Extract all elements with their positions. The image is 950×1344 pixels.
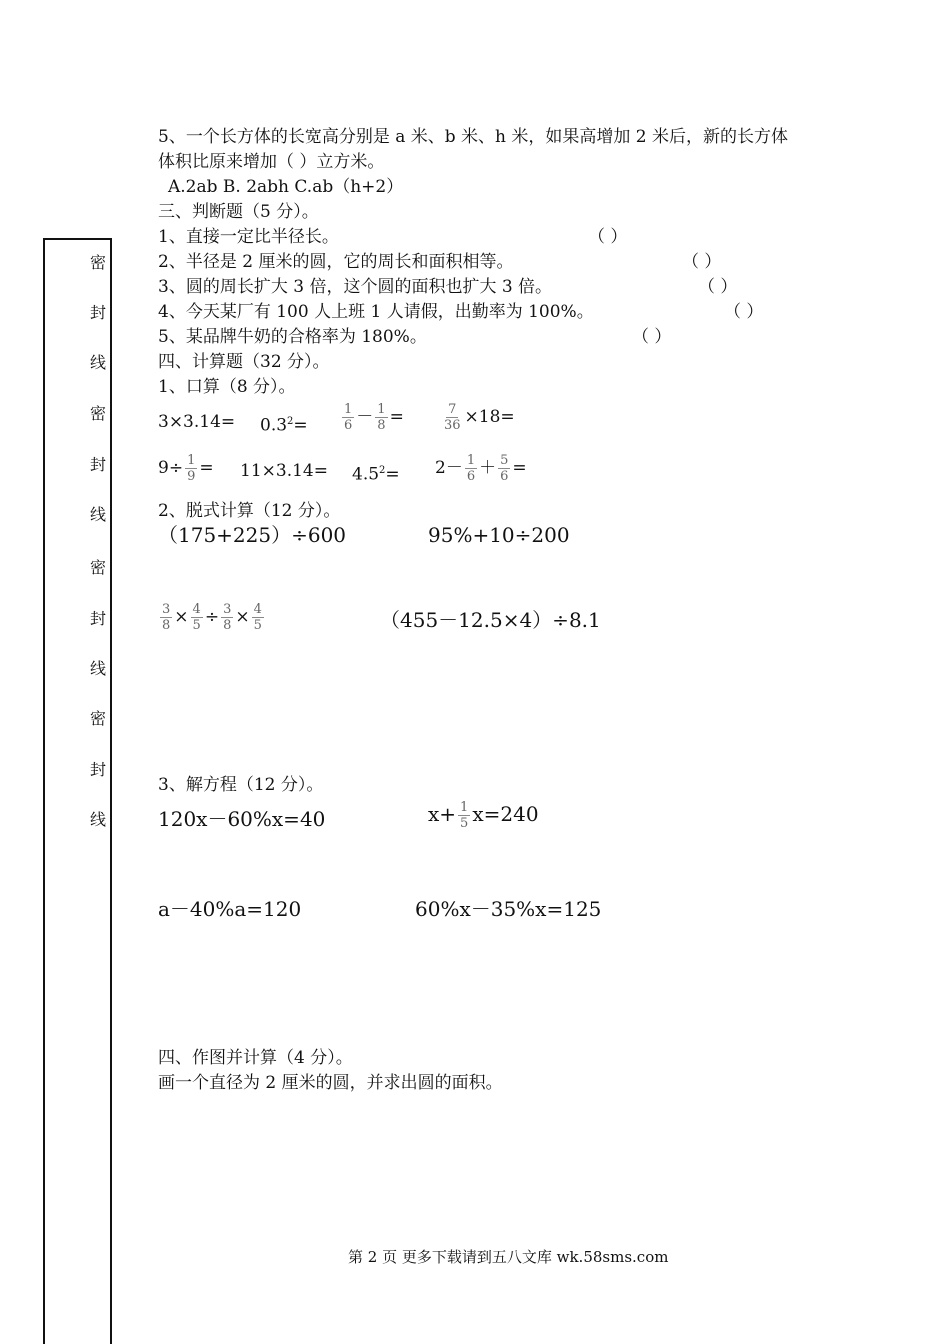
equation-1: 120x－60%x=40 [158, 807, 326, 831]
judge-item-1: 1、直接一定比半径长。 [158, 227, 339, 247]
judge-paren-2[interactable]: （ ） [682, 252, 722, 272]
oral-expr-6: 11×3.14= [240, 461, 328, 481]
stepwise-problem-1: （175+225）÷600 [158, 523, 347, 547]
seal-char: 封 [89, 609, 106, 628]
oral-expr-2: $0.3^2=$ [260, 415, 308, 436]
oral-expr-3: $\frac{1}{6}$ － $\frac{1}{8}$ = [344, 402, 404, 433]
judge-paren-3[interactable]: （ ） [698, 277, 738, 297]
q5-options: A.2ab B. 2abh C.ab（h+2） [168, 177, 404, 197]
oral-expr-5: 9÷ $\frac{1}{9}$ = [158, 453, 214, 484]
oral-expr-4: $\frac{7}{36}$ ×18= [444, 402, 515, 433]
stepwise-problem-3: $\frac{3}{8}$ × $\frac{4}{5}$ ÷ $\frac{3}{8}$ × $\frac{4}{5}$ [162, 602, 262, 633]
judge-item-3: 3、圆的周长扩大 3 倍，这个圆的面积也扩大 3 倍。 [158, 277, 553, 297]
q5-line2: 体积比原来增加（ ）立方米。 [158, 152, 385, 172]
equation-3: a－40%a=120 [158, 897, 302, 921]
section3-title: 三、判断题（5 分）。 [158, 202, 319, 222]
oral-expr-7: $4.5^2=$ [352, 464, 400, 485]
section4-title: 四、计算题（32 分）。 [158, 352, 330, 372]
judge-item-2: 2、半径是 2 厘米的圆，它的周长和面积相等。 [158, 252, 514, 272]
seal-char: 线 [89, 353, 106, 372]
seal-char: 封 [89, 455, 106, 474]
seal-char: 线 [89, 505, 106, 524]
judge-paren-5[interactable]: （ ） [632, 327, 672, 347]
seal-char: 线 [89, 659, 106, 678]
oral-expr-8: 2－ $\frac{1}{6}$ ＋ $\frac{5}{6}$ = [435, 453, 527, 484]
oral-calc-title: 1、口算（8 分）。 [158, 377, 296, 397]
seal-char: 密 [89, 558, 106, 577]
judge-paren-4[interactable]: （ ） [724, 302, 764, 322]
stepwise-calc-title: 2、脱式计算（12 分）。 [158, 501, 341, 521]
seal-char: 密 [89, 709, 106, 728]
seal-char: 密 [89, 253, 106, 272]
seal-char: 封 [89, 760, 106, 779]
section5-text: 画一个直径为 2 厘米的圆，并求出圆的面积。 [158, 1073, 503, 1093]
seal-char: 线 [89, 810, 106, 829]
oral-expr-1: 3×3.14= [158, 412, 236, 432]
stepwise-problem-4: （455－12.5×4）÷8.1 [380, 608, 601, 632]
equation-2: x+ $\frac{1}{5}$ x=240 [428, 800, 539, 831]
judge-item-5: 5、某品牌牛奶的合格率为 180%。 [158, 327, 427, 347]
seal-char: 封 [89, 303, 106, 322]
seal-char: 密 [89, 404, 106, 423]
judge-item-4: 4、今天某厂有 100 人上班 1 人请假，出勤率为 100%。 [158, 302, 594, 322]
page-footer: 第 2 页 更多下载请到五八文库 wk.58sms.com [348, 1248, 669, 1266]
equations-title: 3、解方程（12 分）。 [158, 775, 324, 795]
section5-title: 四、作图并计算（4 分）。 [158, 1048, 353, 1068]
q5-line1: 5、一个长方体的长宽高分别是 a 米、b 米、h 米，如果高增加 2 米后，新的长方体 [158, 127, 789, 147]
stepwise-problem-2: 95%+10÷200 [428, 523, 570, 547]
equation-4: 60%x－35%x=125 [415, 897, 602, 921]
judge-paren-1[interactable]: （ ） [588, 227, 628, 247]
